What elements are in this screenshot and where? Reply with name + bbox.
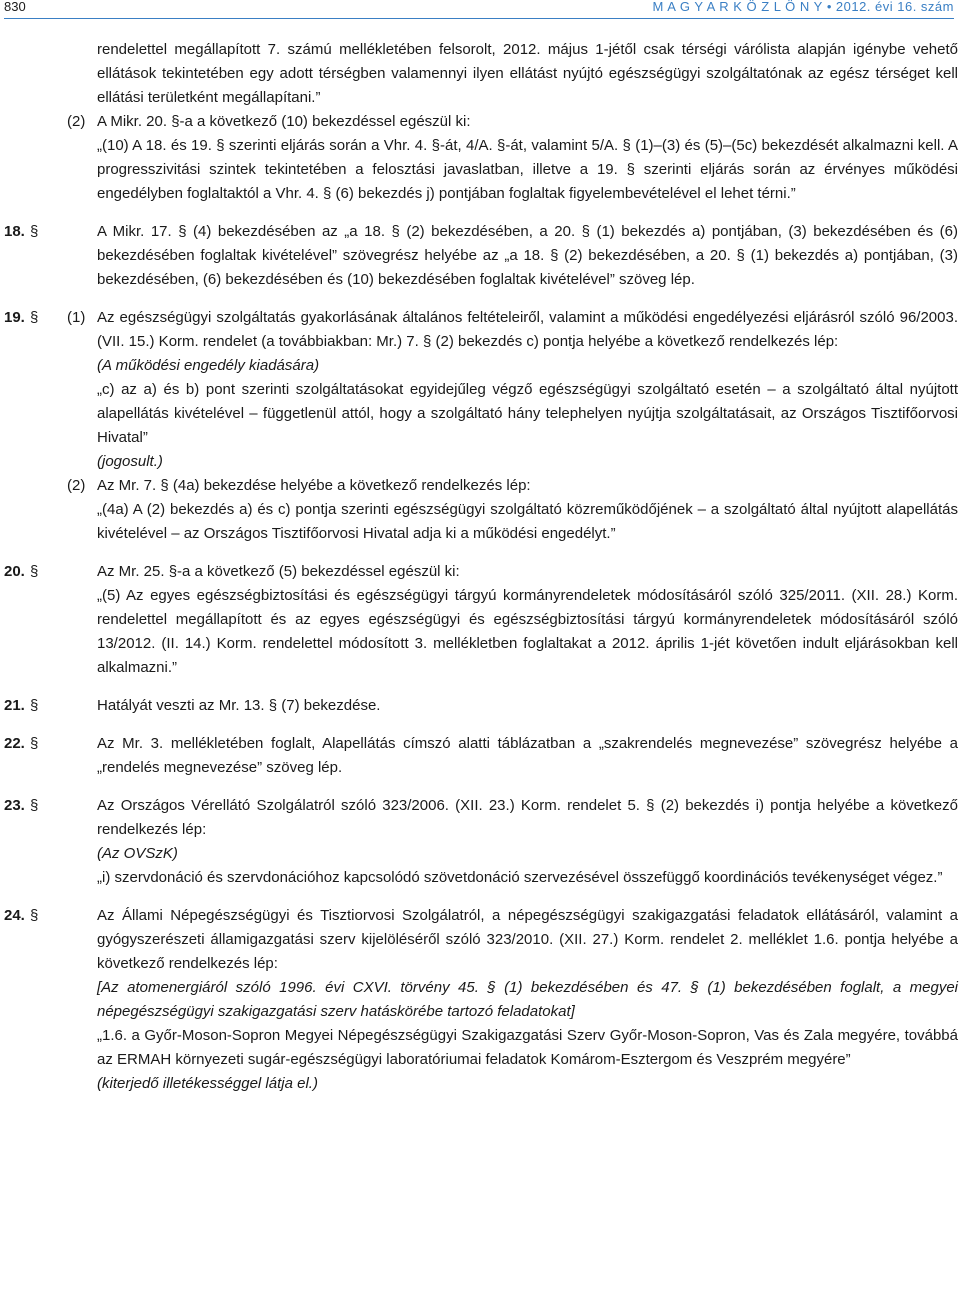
section-number: 21. bbox=[4, 697, 25, 714]
subsection-text: Az Mr. 7. § (4a) bekezdése helyébe a következő rendelkezés lép: bbox=[97, 477, 531, 494]
section-lead: Az Mr. 25. §-a a következő (5) bekezdéssel egészül ki: bbox=[97, 563, 460, 580]
running-header bbox=[653, 0, 954, 14]
quoted-provision: „1.6. a Győr-Moson-Sopron Megyei Népegészségügyi Szakigazgatási Szerv Győr-Moson-Sopron, Vas és Zala megyére, továbbá az ERMAH környezeti sugár-egészségügyi laboratóriumai feladatok Komárom-Esztergom és Veszprém megyére” bbox=[97, 1027, 958, 1068]
provision-tail: (jogosult.) bbox=[97, 453, 163, 470]
quoted-provision: „(4a) A (2) bekezdés a) és c) pontja szerinti egészségügyi szolgáltató közreműködőjének – a szolgáltató által nyújtott alapellátás kivételével – az Országos Tisztifőorvosi Hivatal adja ki a működési engedélyt.” bbox=[97, 501, 958, 542]
section-23 bbox=[0, 794, 960, 890]
subsection-1 bbox=[67, 306, 958, 474]
provision-heading: [Az atomenergiáról szóló 1996. évi CXVI. törvény 45. § (1) bekezdésében és 47. § (1) bekezdésében foglalt, a megyei népegészségügyi szakigazgatási szerv hatáskörébe tartozó feladatokat] bbox=[97, 979, 958, 1020]
section-22 bbox=[0, 732, 960, 780]
provision-tail: (kiterjedő illetékességgel látja el.) bbox=[97, 1075, 318, 1092]
section-text bbox=[97, 794, 958, 890]
quoted-provision: „c) az a) és b) pont szerinti szolgáltatásokat egyidejűleg végző egészségügyi szolgáltató esetén – a szolgáltató által nyújtott alapellátás kivételével – függetlenül attól, hogy a szolgáltató hány telephelyen nyújtja szolgáltatásait, az Országos Tisztifőorvosi Hivatal” bbox=[97, 381, 958, 446]
page-number: 830 bbox=[4, 0, 26, 14]
section-sign: § bbox=[30, 563, 39, 580]
section-text: Hatályát veszti az Mr. 13. § (7) bekezdése. bbox=[97, 697, 381, 714]
subsection-2 bbox=[67, 474, 958, 546]
section-20 bbox=[0, 560, 960, 680]
section-text bbox=[97, 904, 958, 1096]
page-header bbox=[4, 0, 954, 18]
section-sign: § bbox=[30, 309, 39, 326]
quoted-provision: „(5) Az egyes egészségbiztosítási és egészségügyi tárgyú kormányrendeletek módosításáról szóló 325/2011. (XII. 28.) Korm. rendelettel megállapított és az egyes egészségügyi és egészségbiztosítási tárgyú kormányrendeletek módosításáról szóló 13/2012. (II. 14.) Korm. rendelettel módosított 3. mellékletben foglaltakat a 2012. április 1-jét követően indult eljárásokban kell alkalmazni.” bbox=[97, 587, 958, 676]
journal-title: M A G Y A R K Ö Z L Ö N Y bbox=[652, 0, 823, 14]
section-19 bbox=[0, 306, 960, 546]
section-24 bbox=[0, 904, 960, 1096]
quoted-provision: „(10) A 18. és 19. § szerinti eljárás során a Vhr. 4. §-át, 4/A. §-át, valamint 5/A. § (1)–(3) és (5)–(5c) bekezdését alkalmazni kell. A progresszivitási szintek tekintetében a felosztási javaslatban, illetve a 19. § szerinti eljárás során az érvényes működési engedélyben foglaltaktól a Vhr. 4. § (6) bekezdés j) pontjában foglaltak figyelembevételével el lehet térni.” bbox=[97, 137, 958, 202]
document-body bbox=[0, 38, 960, 1096]
section-number: 24. bbox=[4, 907, 25, 924]
section-sign: § bbox=[30, 223, 39, 240]
section-lead: Az Állami Népegészségügyi és Tisztiorvosi Szolgálatról, a népegészségügyi szakigazgatási feladatok ellátásáról, valamint a gyógyszerészeti államigazgatási szerv kijelöléséről szóló 323/2010. (XII. 27.) Korm. rendelet 2. melléklet 1.6. pontja helyébe a következő rendelkezés lép: bbox=[97, 907, 958, 972]
section-number: 20. bbox=[4, 563, 25, 580]
section-text: Az Mr. 3. mellékletében foglalt, Alapellátás címszó alatti táblázatban a „szakrendelés megnevezése” szövegrész helyébe a „rendelés megnevezése” szöveg lép. bbox=[97, 735, 958, 776]
issue-label: 2012. évi 16. szám bbox=[835, 0, 954, 14]
intro-subsection-2 bbox=[67, 110, 958, 206]
intro-paragraph: rendelettel megállapított 7. számú mellékletében felsorolt, 2012. május 1-jétől csak térségi várólista alapján igénybe vehető ellátások tekintetében egy adott térségben valamennyi ilyen ellátást nyújtó egészségügyi szolgáltatónak az egész térséget kell ellátási területként megállapítani.” bbox=[97, 41, 958, 106]
section-number: 19. bbox=[4, 309, 25, 326]
section-21 bbox=[0, 694, 960, 718]
bullet-separator: • bbox=[826, 0, 832, 14]
section-sign: § bbox=[30, 697, 39, 714]
provision-heading: (A működési engedély kiadására) bbox=[97, 357, 320, 374]
quoted-provision: „i) szervdonáció és szervdonációhoz kapcsolódó szövetdonáció szervezésével összefüggő koordinációs tevékenységet végez.” bbox=[97, 869, 943, 886]
section-text: A Mikr. 17. § (4) bekezdésében az „a 18. § (2) bekezdésében, a 20. § (1) bekezdés a) pontjában, (3) bekezdésében és (6) bekezdésében foglaltak kivételével” szövegrész helyébe az „a 18. § (2) bekezdésében, a 20. § (1) bekezdés a) pontjában, (3) bekezdésében, (6) bekezdésében és (10) bekezdésében foglaltak kivételével” szöveg lép. bbox=[97, 223, 958, 288]
section-text bbox=[97, 560, 958, 680]
header-rule bbox=[4, 18, 954, 19]
section-sign: § bbox=[30, 907, 39, 924]
subsection-number: (1) bbox=[67, 309, 86, 326]
section-sign: § bbox=[30, 735, 39, 752]
section-18 bbox=[0, 220, 960, 292]
subsection-text: Az egészségügyi szolgáltatás gyakorlásának általános feltételeiről, valamint a működési engedélyezési eljárásról szóló 96/2003. (VII. 15.) Korm. rendelet (a továbbiakban: Mr.) 7. § (2) bekezdés c) pontja helyébe a következő rendelkezés lép: bbox=[97, 309, 958, 350]
subsection-text: A Mikr. 20. §-a a következő (10) bekezdéssel egészül ki: bbox=[97, 113, 471, 130]
provision-heading: (Az OVSzK) bbox=[97, 845, 178, 862]
section-number: 22. bbox=[4, 735, 25, 752]
section-lead: Az Országos Vérellátó Szolgálatról szóló 323/2006. (XII. 23.) Korm. rendelet 5. § (2) bekezdés i) pontja helyébe a következő rendelkezés lép: bbox=[97, 797, 958, 838]
section-number: 23. bbox=[4, 797, 25, 814]
section-number: 18. bbox=[4, 223, 25, 240]
subsection-number: (2) bbox=[67, 113, 86, 130]
section-sign: § bbox=[30, 797, 39, 814]
subsection-number: (2) bbox=[67, 477, 86, 494]
